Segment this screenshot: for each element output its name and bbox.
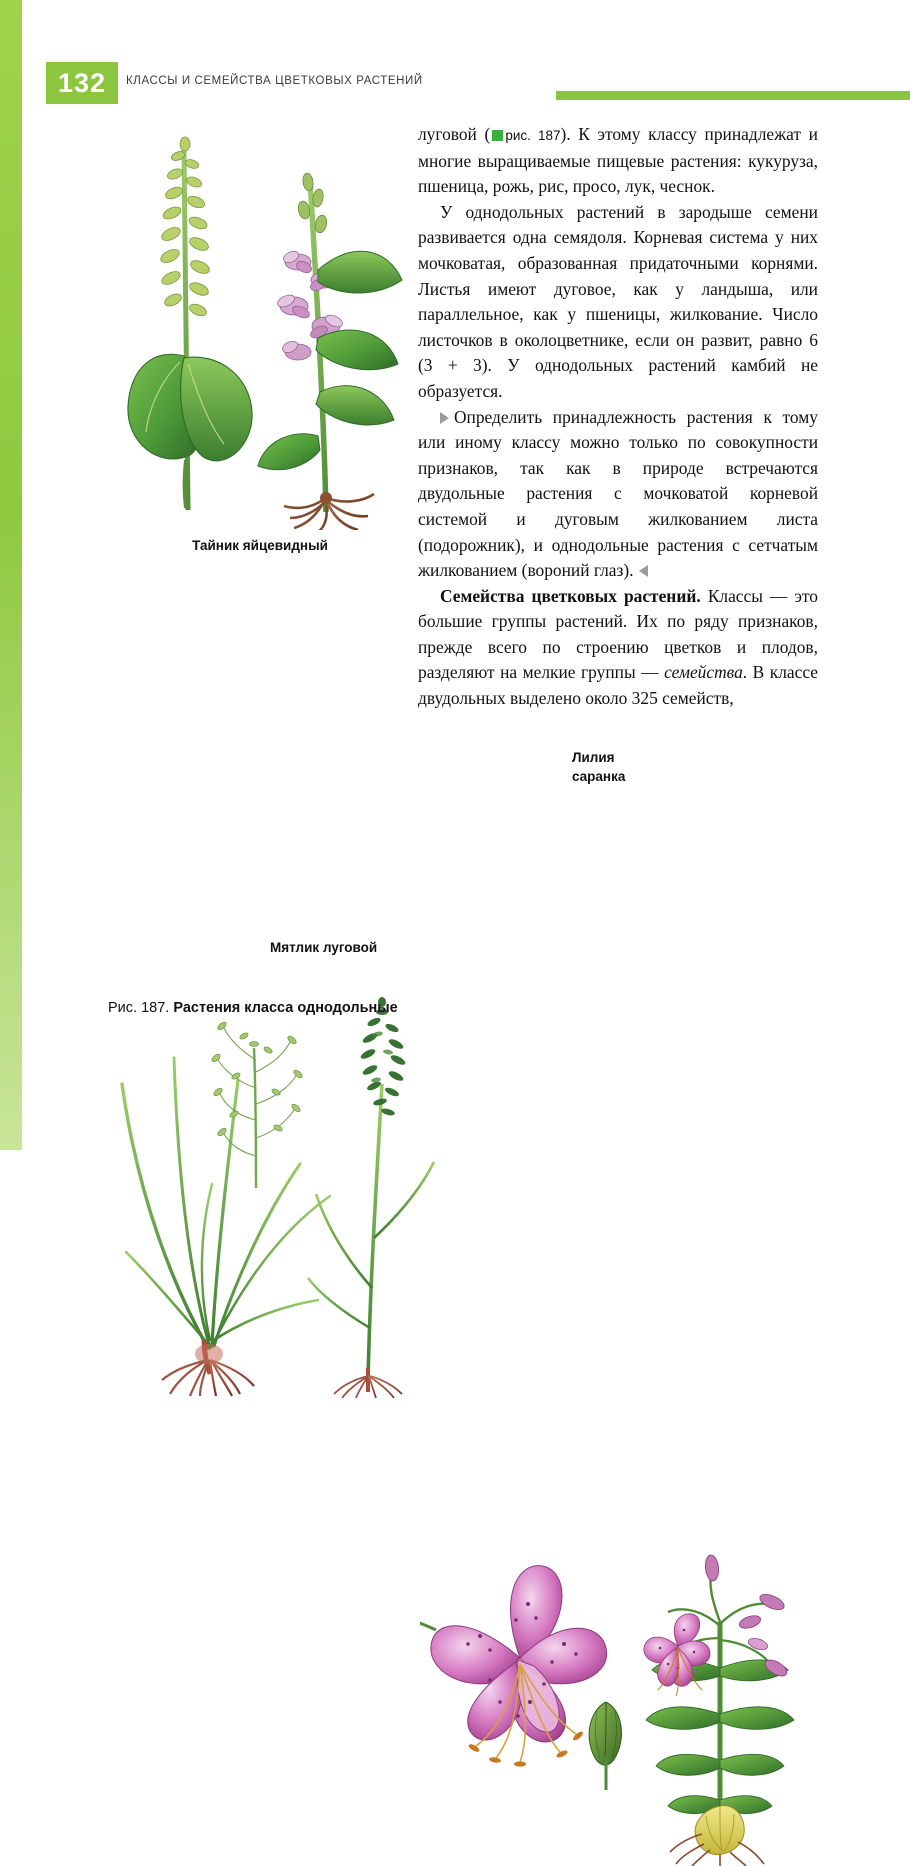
paragraph-3-text: Определить принадлежность растения к тому или иному классу можно только по совокупности признаков, так как в природе встречаются двудольные растения с мочковатой корневой системой и дуговым жилкованием листа (подорожник), и однодольные растения с сетчатым жилкованием (вороний глаз). [418,406,818,581]
green-square-icon [492,130,503,141]
figure-number: Рис. 187. [108,1000,170,1016]
section-heading: Семейства цветковых растений. [440,585,701,606]
poa-pratensis-drawing [104,988,454,1398]
poa-roots-left [162,1340,254,1396]
page-header [46,62,872,104]
paragraph-4 [418,584,818,712]
lily-flower-closeup [420,1566,607,1767]
listera-right-specimen [258,172,402,530]
paragraph-4-text-b: . В классе двудольных выделено около 325 семейств, [418,662,819,709]
lily-whole-plant [644,1554,794,1866]
triangle-right-icon [440,412,449,424]
caption-poa: Мятлик луговой [270,940,378,955]
paragraph-1-lead: луговой ( [418,124,491,144]
page-number: 132 [46,62,118,104]
caption-lily [572,748,682,786]
poa-leaves-left [122,1058,330,1348]
illustration-poa-pratensis [104,988,454,1398]
term-semeystva: семейства [664,662,743,683]
paragraph-2: У однодольных растений в зародыше семени развивается одна семядоля. Корневая система у них мочковатая, образованная придаточными корнями. Листья имеют дуговое, как у ландыша, или параллельное, как у пшеницы, жилкование. Число листочков в околоцветнике, если он развит, равно 6 (3 + 3). У однодольных растений камбий не образуется. [418,201,818,401]
caption-listera: Тайник яйцевидный [192,538,328,553]
paragraph-3 [418,405,818,584]
lilium-martagon-drawing [420,1548,820,1866]
triangle-left-icon [639,565,648,577]
main-text-column [418,122,818,712]
listera-ovata-drawing [112,120,408,530]
listera-left-specimen [128,137,252,510]
figure-reference: рис. 187 [505,128,561,143]
figure-title: Растения класса однодольные [173,1000,398,1016]
caption-lily-line2: саранка [572,769,626,784]
illustration-lilium-martagon [420,1548,820,1866]
lily-seed-capsule [589,1702,621,1790]
figure-number-line [108,1000,508,1016]
header-rule [556,91,910,100]
paragraph-4-text-a: Классы — это большие группы растений. Их по ряду признаков, прежде всего по строению цветков и плодов, разделяют на мелкие группы — [418,585,819,683]
page-spine-decoration [0,0,22,1150]
paragraph-1 [418,122,818,200]
caption-lily-line1: Лилия [572,750,615,765]
illustration-listera-ovata [112,120,408,530]
running-title: КЛАССЫ И СЕМЕЙСТВА ЦВЕТКОВЫХ РАСТЕНИЙ [126,75,423,87]
paragraph-1-rest: ). К этому классу принадлежат и многие выращиваемые пищевые растения: кукуруза, пшеница, рожь, рис, просо, лук, чеснок. [418,124,818,197]
lily-bulb [670,1806,764,1866]
poa-panicle-left [210,1021,303,1188]
